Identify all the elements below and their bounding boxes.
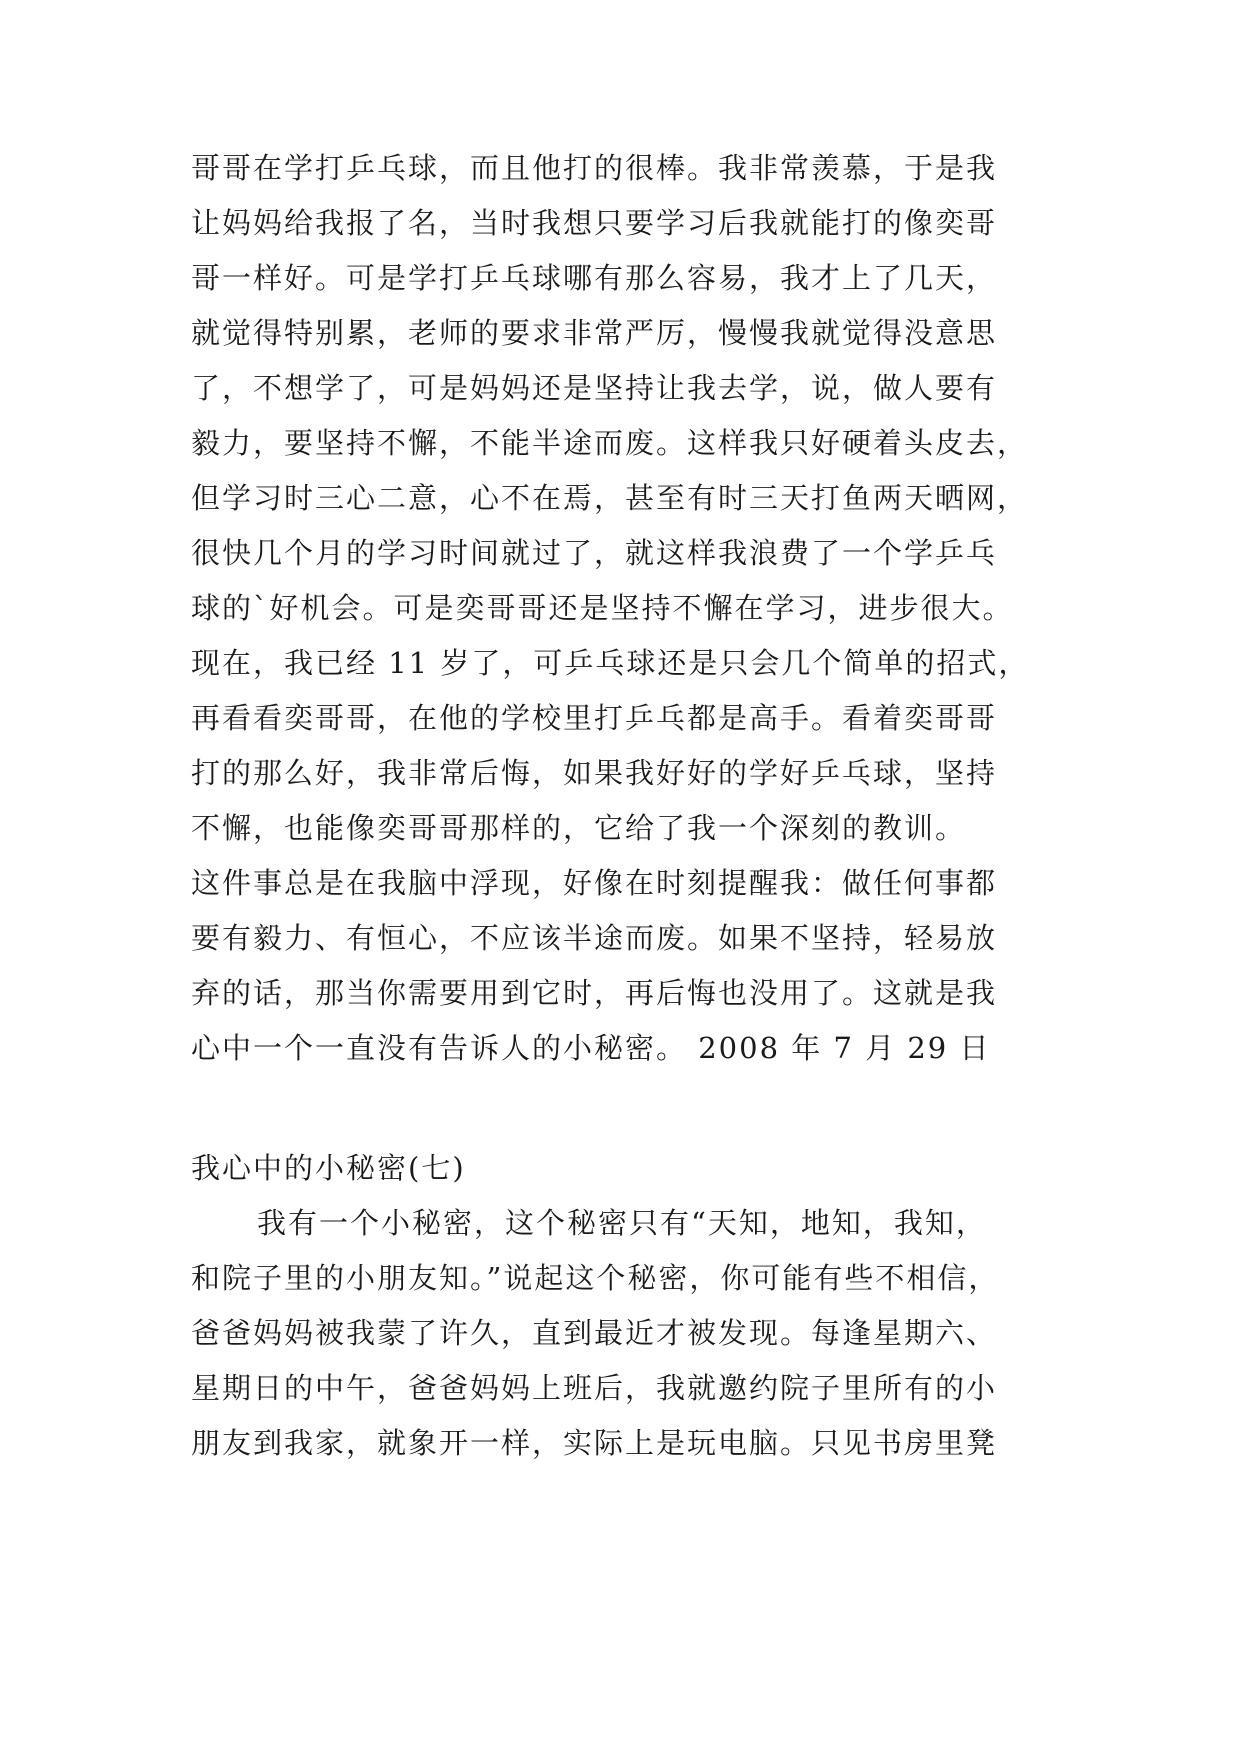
text-line: 打的那么好，我非常后悔，如果我好好的学好乒乓球，坚持 — [191, 756, 998, 790]
section-title: 我心中的小秘密(七) — [191, 1151, 466, 1185]
text-line: 很快几个月的学习时间就过了，就这样我浪费了一个学乒乓 — [191, 536, 998, 570]
text-line: 就觉得特别累，老师的要求非常严厉，慢慢我就觉得没意思 — [191, 316, 998, 350]
text-line: 弃的话，那当你需要用到它时，再后悔也没用了。这就是我 — [191, 976, 998, 1010]
text-line: 了，不想学了，可是妈妈还是坚持让我去学，说，做人要有 — [191, 371, 998, 405]
text-line: 毅力，要坚持不懈，不能半途而废。这样我只好硬着头皮去， — [191, 426, 1029, 460]
text-line: 球的`好机会。可是奕哥哥还是坚持不懈在学习，进步很大。 — [191, 591, 1014, 625]
text-line: 和院子里的小朋友知。”说起这个秘密，你可能有些不相信， — [191, 1261, 1000, 1295]
text-line: 但学习时三心二意，心不在焉，甚至有时三天打鱼两天晒网， — [191, 481, 1029, 515]
text-line: 爸爸妈妈被我蒙了许久，直到最近才被发现。每逢星期六、 — [191, 1316, 998, 1350]
text-line: 哥哥在学打乒乓球，而且他打的很棒。我非常羡慕，于是我 — [191, 151, 998, 185]
text-line: 星期日的中午，爸爸妈妈上班后，我就邀约院子里所有的小 — [191, 1371, 998, 1405]
text-line: 不懈，也能像奕哥哥那样的，它给了我一个深刻的教训。 — [191, 811, 967, 845]
text-line: 再看看奕哥哥，在他的学校里打乒乓都是高手。看着奕哥哥 — [191, 701, 998, 735]
text-line: 这件事总是在我脑中浮现，好像在时刻提醒我：做任何事都 — [191, 866, 998, 900]
text-line: 哥一样好。可是学打乒乓球哪有那么容易，我才上了几天， — [191, 261, 998, 295]
text-line-date: 心中一个一直没有告诉人的小秘密。 2008 年 7 月 29 日 — [191, 1031, 991, 1065]
text-line: 让妈妈给我报了名，当时我想只要学习后我就能打的像奕哥 — [191, 206, 998, 240]
text-line: 现在，我已经 11 岁了，可乒乓球还是只会几个简单的招式， — [191, 646, 1030, 680]
text-line: 要有毅力、有恒心，不应该半途而废。如果不坚持，轻易放 — [191, 921, 998, 955]
paragraph-first-line: 我有一个小秘密，这个秘密只有“天知，地知，我知， — [257, 1206, 987, 1240]
text-line: 朋友到我家，就象开一样，实际上是玩电脑。只见书房里凳 — [191, 1426, 998, 1460]
